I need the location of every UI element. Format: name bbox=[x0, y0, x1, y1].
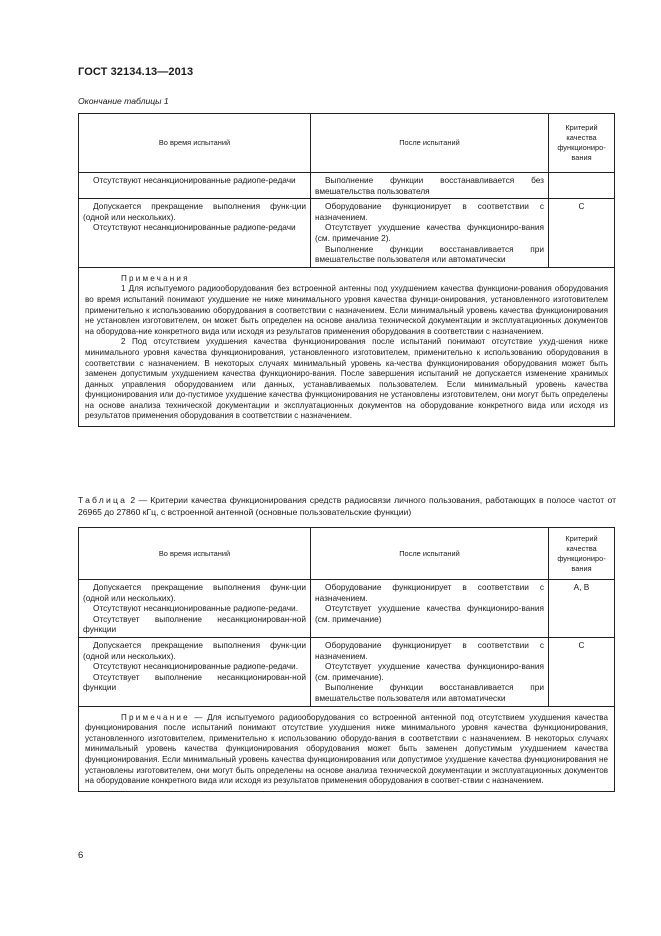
cell-line: Выполнение функции восстанавливается при вмешательстве пользователя или автоматически bbox=[315, 243, 544, 265]
table2-note-row bbox=[79, 706, 615, 791]
table1-row1-during bbox=[79, 173, 311, 199]
table1-caption: Окончание таблицы 1 bbox=[78, 96, 169, 106]
cell-line: Отсутствуют несанкционированные радиопе-редачи. bbox=[93, 603, 298, 614]
table2-note-paragraph bbox=[85, 713, 608, 787]
cell-line: Оборудование функционирует в соответствии с назначением. bbox=[315, 582, 544, 603]
table2-row1-after bbox=[311, 580, 549, 638]
table1-header-criterion: Критерий качества функциониро-вания bbox=[549, 114, 615, 173]
table1-row2-during bbox=[79, 199, 311, 268]
cell-line: Допускается прекращение выполнения функ-ции (одной или нескольких). bbox=[83, 201, 306, 222]
table2-note-label: Примечание bbox=[121, 712, 190, 722]
table1-row2-criterion: С bbox=[549, 199, 615, 268]
cell-line: Отсутствует выполнение несанкционирован-ной функции bbox=[83, 613, 306, 635]
table2-header-row bbox=[79, 528, 615, 580]
cell-line: Отсутствуют несанкционированные радиопе-редачи bbox=[93, 222, 296, 233]
table-row bbox=[79, 173, 615, 199]
table1-row1-after bbox=[311, 173, 549, 199]
cell-line: Оборудование функционирует в соответствии с назначением. bbox=[315, 639, 544, 661]
table2-header-after: После испытаний bbox=[311, 528, 549, 580]
page-number: 6 bbox=[78, 850, 84, 861]
table2-row2-after bbox=[311, 637, 549, 706]
cell-line: Отсутствует ухудшение качества функциониро-вания (см. примечание). bbox=[315, 661, 544, 682]
cell-line: Допускается прекращение выполнения функ-ции (одной или нескольких). bbox=[83, 582, 306, 603]
table1-row1-criterion bbox=[549, 173, 615, 199]
table1-notes-title: Примечания bbox=[121, 273, 190, 283]
table2-header-during: Во время испытаний bbox=[79, 528, 311, 580]
cell-line: Отсутствуют несанкционированные радиопе-редачи bbox=[93, 175, 296, 185]
table2-note bbox=[79, 706, 615, 791]
table2-row2-during bbox=[79, 637, 311, 706]
table1 bbox=[78, 113, 615, 427]
table1-header-during: Во время испытаний bbox=[79, 114, 311, 173]
cell-line: Отсутствуют несанкционированные радиопе-редачи. bbox=[93, 661, 298, 672]
table2-note-text: — Для испытуемого радиооборудования со встроенной антенной под отсутствием ухудшения качества функционирования после испытаний понимают отсутствие ухудшения ниже минимального уровня качества функционирования, установленного изготовителем, применительно к использованию оборудо-вания в соответствии с назначением. В некоторых случаях минимальный уровень качества функционирования оборудования может быть заменен допустимым ухудшением качества функционирования. Если минимальный уровень качества функционирования или допустимое ухудшение качества функционирования не установлены изготовителем, они могут быть определены на основе анализа технической документации и эксплуатационных документов на оборудование конкретного вида или исходя из результатов применения оборудования в соответ-ствии с назначением. bbox=[85, 712, 608, 786]
table1-notes bbox=[79, 267, 615, 426]
table2-row1-during bbox=[79, 580, 311, 638]
table2-caption-label: Таблица bbox=[78, 495, 128, 505]
table2-row2-criterion: С bbox=[549, 637, 615, 706]
table-row bbox=[79, 199, 615, 268]
table-row bbox=[79, 637, 615, 706]
cell-line: Допускается прекращение выполнения функ-ции (одной или нескольких). bbox=[83, 639, 306, 661]
cell-line: Оборудование функционирует в соответствии с назначением. bbox=[315, 201, 544, 222]
table-row bbox=[79, 580, 615, 638]
table1-note-2: 2 Под отсутствием ухудшения качества функционирования после испытаний понимают отсутствие ухуд-шения ниже минимального уровня качества функционирования, установленного изготовителем, применительно к использованию оборудования в соответствии с назначением. В некоторых случаях минимальный уровень ка-чества функционирования оборудования может быть заменен допустимым ухудшением качества функциониро-вания. После завершения испытаний не допускается изменение хранимых данных управления оборудованием или данных, устанавливаемых пользователем. Если минимальный уровень качества функционирования или до-пустимое ухудшение качества функционирования не установлены изготовителем, они могут быть определены на основе анализа технической документации и эксплуатационных документов на оборудование конкретного вида или исходя из результатов применения оборудования в соответствии с назначением. bbox=[85, 337, 608, 421]
table1-row2-after bbox=[311, 199, 549, 268]
table1-notes-row bbox=[79, 267, 615, 426]
document-header: ГОСТ 32134.13—2013 bbox=[78, 66, 194, 78]
cell-line: Отсутствует выполнение несанкционирован-ной функции bbox=[83, 671, 306, 693]
table2-caption-text: 2 — Критерии качества функционирования средств радиосвязи личного пользования, работающих в полосе частот от 26965 до 27860 кГц, с встроенной антенной (основные пользовательские функции) bbox=[78, 495, 616, 517]
table2-header-criterion: Критерий качества функциониро-вания bbox=[549, 528, 615, 580]
cell-line: Выполнение функции восстанавливается без вмешательства пользователя bbox=[315, 175, 544, 196]
table2 bbox=[78, 527, 615, 792]
table2-caption bbox=[78, 494, 616, 518]
table1-header-after: После испытаний bbox=[311, 114, 549, 173]
cell-line: Отсутствует ухудшение качества функциониро-вания (см. примечание) bbox=[315, 603, 544, 624]
table2-row1-criterion: А, В bbox=[549, 580, 615, 638]
table1-note-1: 1 Для испытуемого радиооборудования без встроенной антенны под ухудшением качества функциони-рования оборудования во время испытаний понимают ухудшение не ниже минимального уровня качества функци-онирования, установленного изготовителем применительно к использованию оборудования в соответствии с назначением. Если минимальный уровень качества функционирования не установлен изготовителем, он может быть определен на основе анализа технической документации и эксплуатационных документов на оборудова-ние конкретного вида или исходя из результатов применения оборудования в соответствии с назначением. bbox=[85, 284, 608, 336]
cell-line: Выполнение функции восстанавливается при вмешательстве пользователя или автоматически bbox=[315, 682, 544, 703]
cell-line: Отсутствует ухудшение качества функциониро-вания (см. примечание 2). bbox=[315, 222, 544, 243]
table1-header-row bbox=[79, 114, 615, 173]
